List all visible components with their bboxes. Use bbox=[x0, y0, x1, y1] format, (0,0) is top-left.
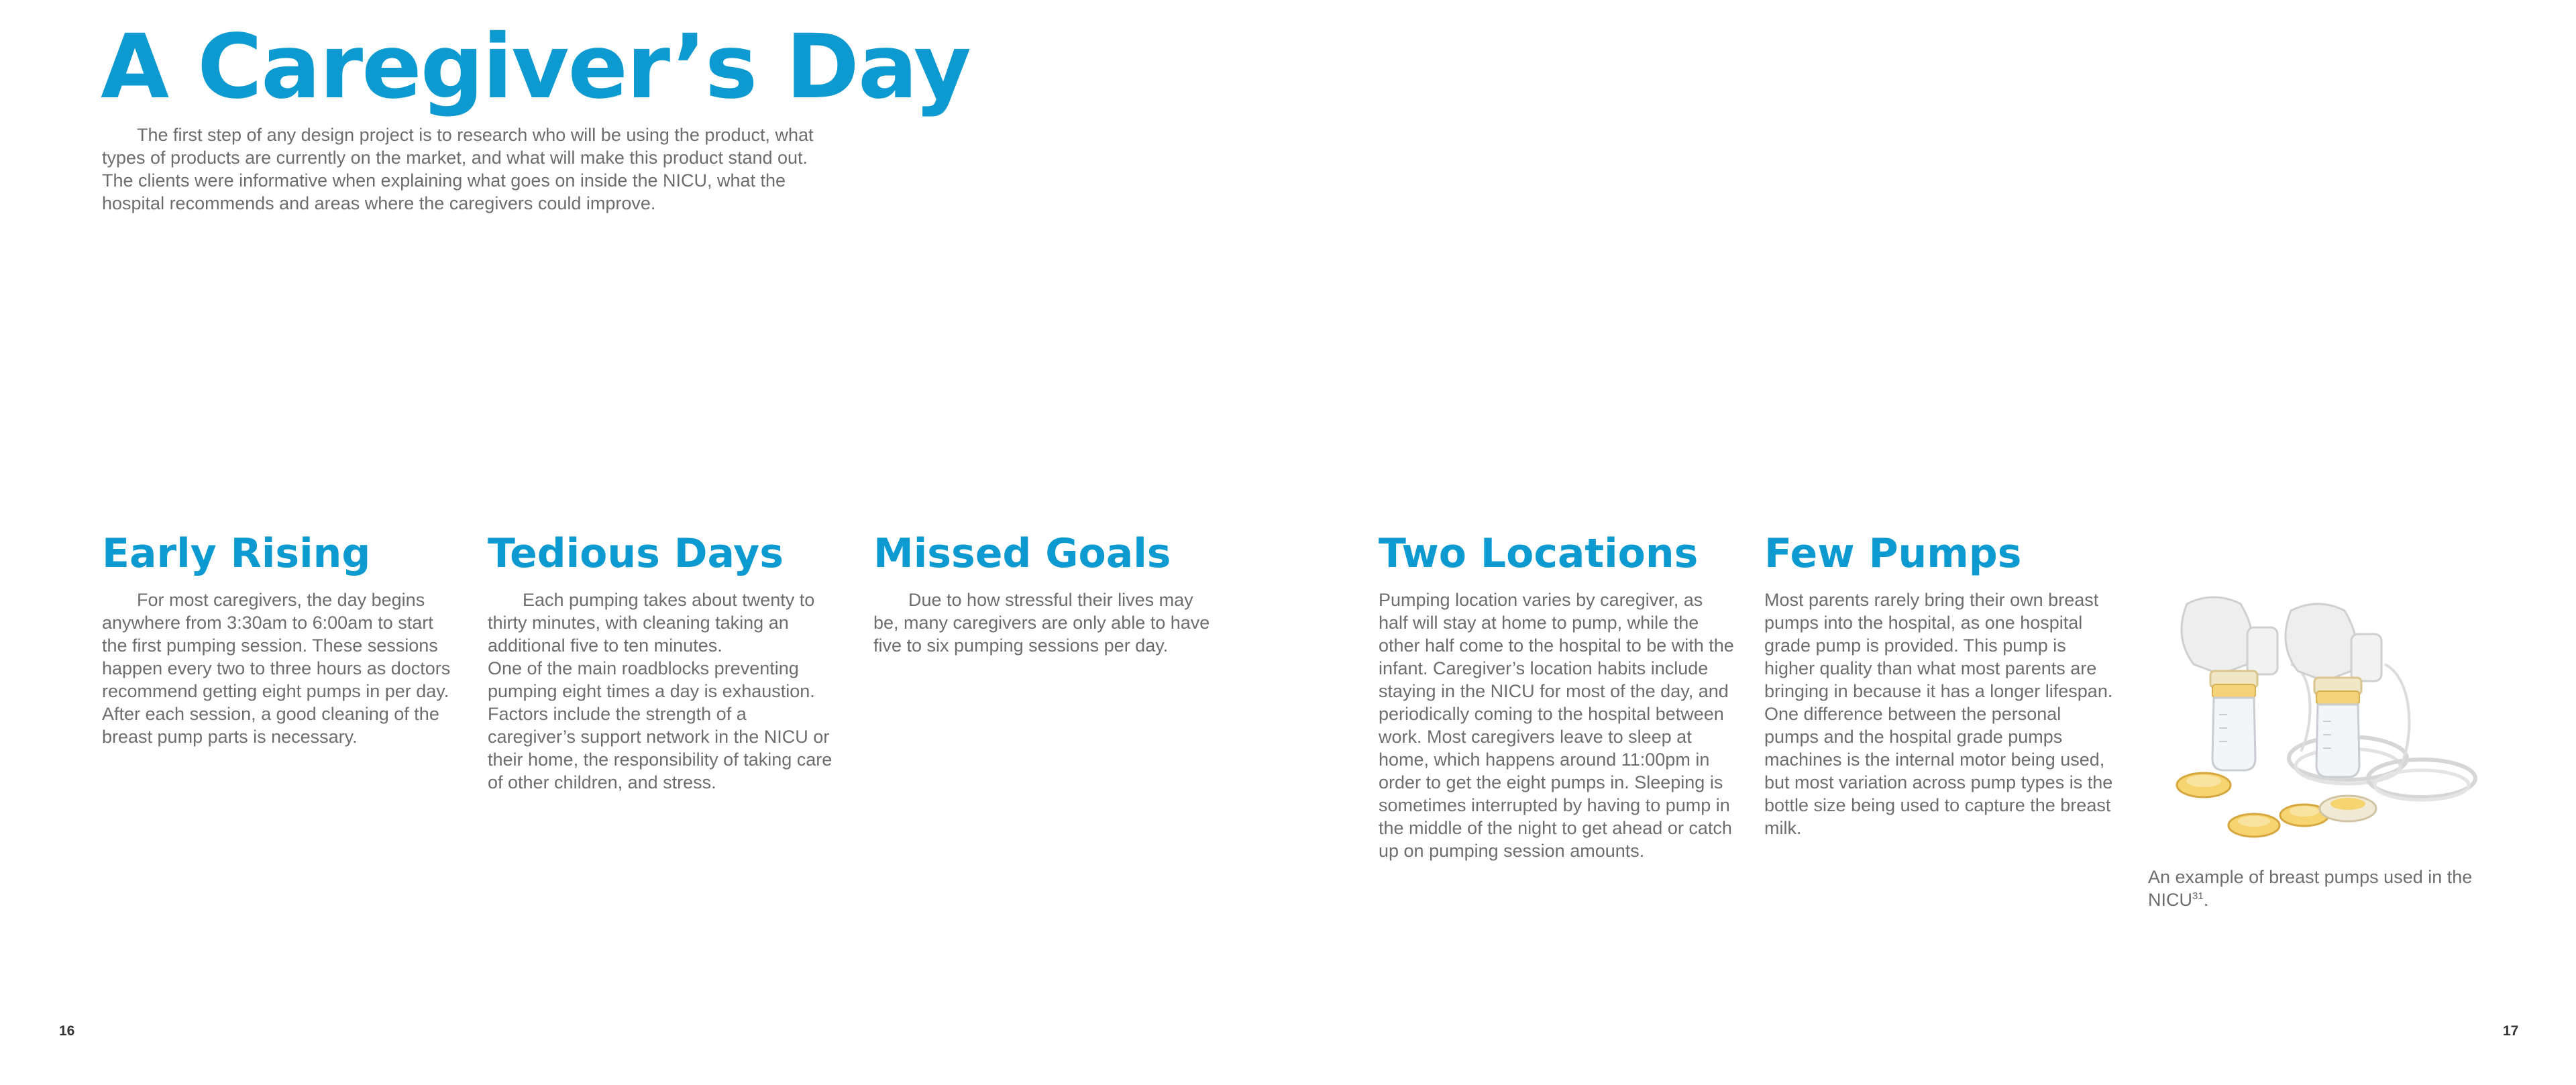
section-body: Pumping location varies by caregiver, as half will stay at home to pump, while the other half come to the hospital to be with the infant. Caregiver’s location habits include staying in the NICU for most of the day, and periodically coming to the hospital between work. Most caregivers leave to sleep at home, which happens around 11:00pm in order to get the eight pumps in. Sleeping is sometimes interrupted by having to pump in the middle of the night to get ahead or catch up on pumping session amounts. bbox=[1379, 590, 1734, 861]
figure-caption bbox=[2148, 866, 2497, 911]
citation-number: 31 bbox=[2192, 890, 2204, 902]
section-body: For most caregivers, the day begins anywhere from 3:30am to 6:00am to start the first pumping session. These sessions happen every two to three hours as doctors recommend getting eight pumps in per day. After each session, a good cleaning of the breast pump parts is necessary. bbox=[102, 590, 451, 747]
section-heading: Missed Goals bbox=[873, 530, 1171, 577]
caption-text: An example of breast pumps used in the NICU bbox=[2148, 867, 2473, 910]
page-title: A Caregiver’s Day bbox=[101, 15, 970, 119]
breast-pump-illustration-icon bbox=[2147, 590, 2482, 859]
section-body: Each pumping takes about twenty to thirty minutes, with cleaning taking an additional five to ten minutes. One of the main roadblocks preventing pumping eight times a day is exhaustion. Factors include the strength of a caregiver’s support network in the NICU or their home, the responsibility of taking care of other children, and stress. bbox=[488, 590, 833, 792]
page-number-left: 16 bbox=[59, 1023, 75, 1039]
section-heading: Tedious Days bbox=[488, 530, 784, 577]
section-heading: Few Pumps bbox=[1764, 530, 2022, 577]
section-early-rising bbox=[102, 527, 451, 748]
caption-period: . bbox=[2203, 890, 2209, 910]
intro-paragraph: The first step of any design project is to research who will be using the product, what types of products are currently on the market, and what will make this product stand out. The clients were informative when explaining what goes on inside the NICU, what the hospital recommends and areas where the caregivers could improve. bbox=[102, 125, 814, 213]
section-heading: Early Rising bbox=[102, 530, 371, 577]
page-number-right: 17 bbox=[2503, 1023, 2519, 1039]
section-heading: Two Locations bbox=[1379, 530, 1699, 577]
section-body: Due to how stressful their lives may be, many caregivers are only able to have five to six pumping sessions per day. bbox=[873, 590, 1210, 656]
section-few-pumps bbox=[1764, 527, 2120, 839]
section-missed-goals bbox=[873, 527, 1222, 657]
section-body: Most parents rarely bring their own breast pumps into the hospital, as one hospital grade pump is provided. This pump is higher quality than what most parents are bringing in because it has a longer lifespan. One difference between the personal pumps and the hospital grade pumps machines is the internal motor being used, but most variation across pump types is the bottle size being used to capture the breast milk. bbox=[1764, 590, 2113, 838]
section-tedious-days bbox=[488, 527, 837, 794]
section-two-locations bbox=[1379, 527, 1734, 862]
